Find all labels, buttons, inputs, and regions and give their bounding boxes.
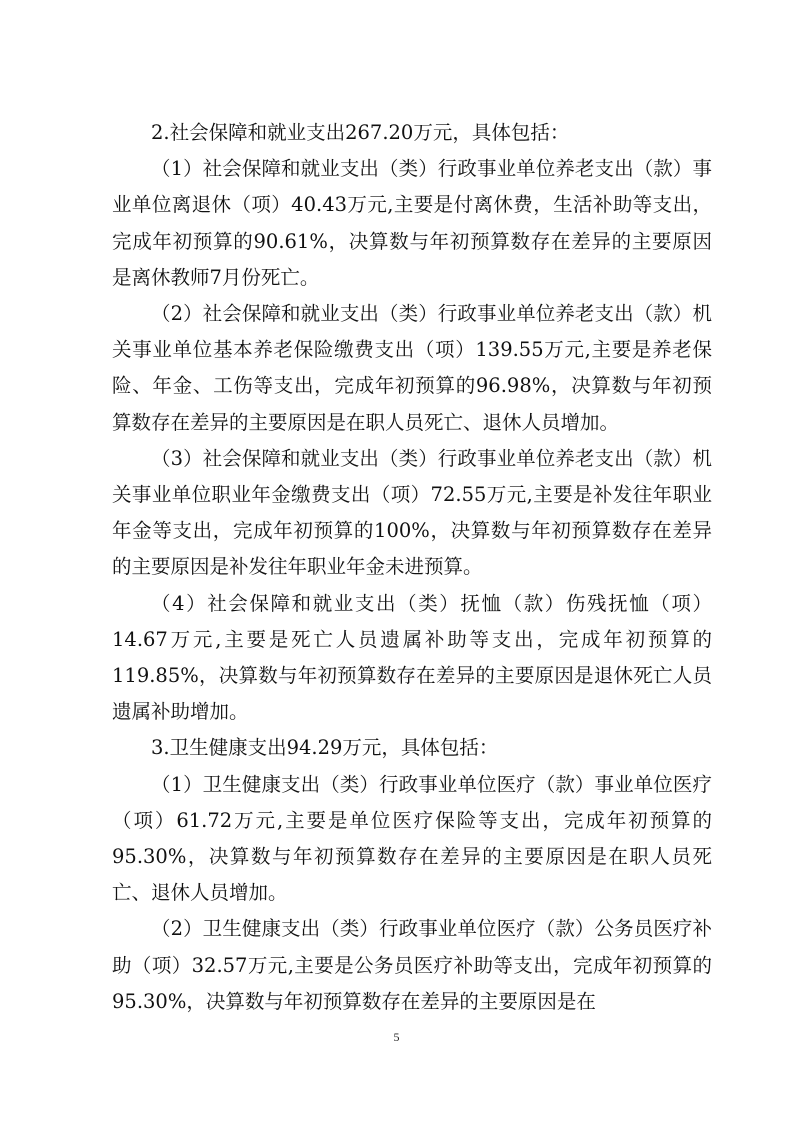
heading-health: 3.卫生健康支出94.29万元，具体包括： [151, 736, 499, 760]
paragraph-item-2: （2）社会保障和就业支出（类）行政事业单位养老支出（款）机关事业单位基本养老保险缴费支出（项）139.55万元,主要是养老保险、年金、工伤等支出，完成年初预算的96.98%，决算数与年初预算数存在差异的主要原因是在职人员死亡、退休人员增加。 [112, 302, 712, 434]
paragraph-health-item-2: （2）卫生健康支出（类）行政事业单位医疗（款）公务员医疗补助（项）32.57万元,主要是公务员医疗补助等支出，完成年初预算的95.30%，决算数与年初预算数存在差异的主要原因是在 [112, 917, 712, 1013]
paragraph-item-4: （4）社会保障和就业支出（类）抚恤（款）伤残抚恤（项）14.67万元,主要是死亡人员遗属补助等支出，完成年初预算的119.85%，决算数与年初预算数存在差异的主要原因是退休死亡人员遗属补助增加。 [112, 591, 712, 724]
page-number: 5 [393, 1030, 400, 1044]
paragraph-health-item-1: （1）卫生健康支出（类）行政事业单位医疗（款）事业单位医疗（项）61.72万元,主要是单位医疗保险等支出，完成年初预算的95.30%，决算数与年初预算数存在差异的主要原因是在职人员死亡、退休人员增加。 [112, 772, 712, 905]
paragraph-item-1: （1）社会保障和就业支出（类）行政事业单位养老支出（款）事业单位离退休（项）40.43万元,主要是付离休费，生活补助等支出，完成年初预算的90.61%，决算数与年初预算数存在差异的主要原因是离休教师7月份死亡。 [112, 157, 712, 289]
body-text [112, 115, 712, 1020]
heading-social-security: 2.社会保障和就业支出267.20万元，具体包括： [151, 121, 570, 144]
paragraph-item-3: （3）社会保障和就业支出（类）行政事业单位养老支出（款）机关事业单位职业年金缴费支出（项）72.55万元,主要是补发往年职业年金等支出，完成年初预算的100%，决算数与年初预算数存在差异的主要原因是补发往年职业年金未进预算。 [112, 446, 712, 579]
